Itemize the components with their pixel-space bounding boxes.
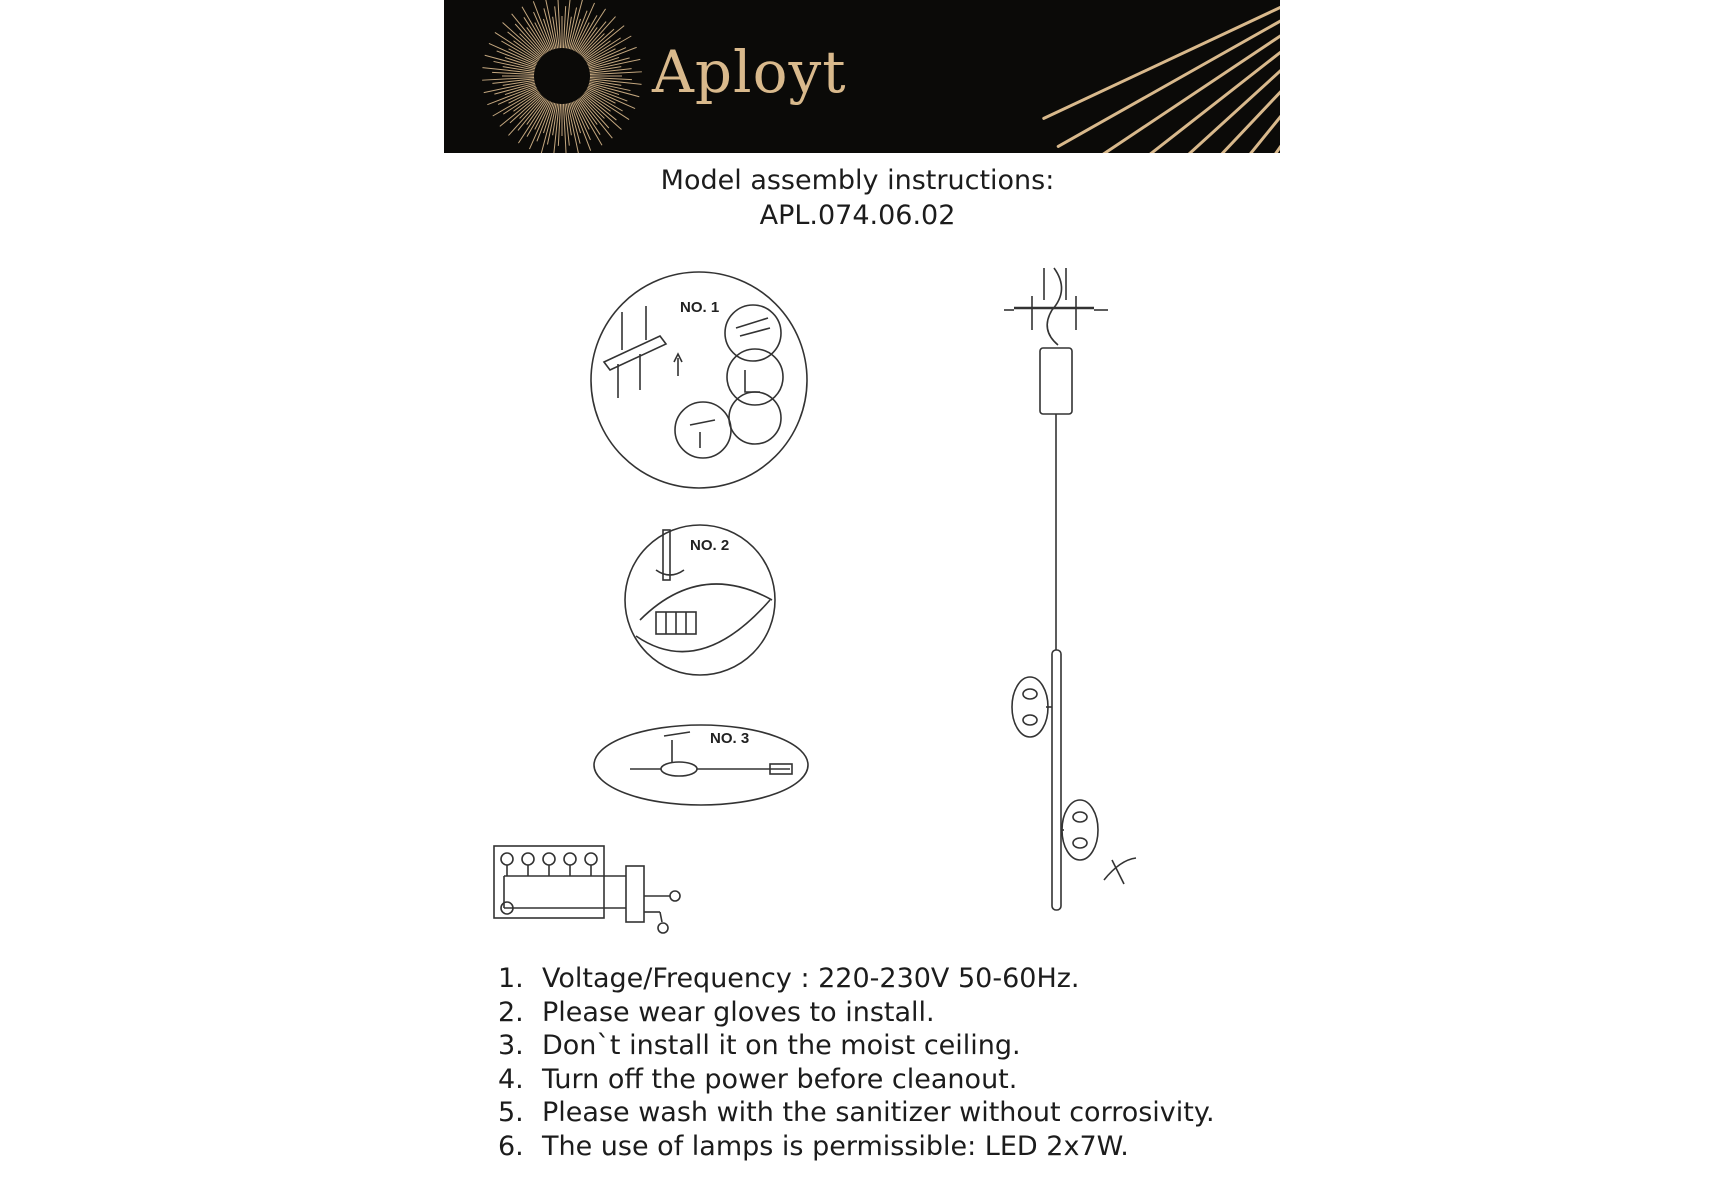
brand-logo-text: Aployt <box>652 38 847 106</box>
list-item: 5. Please wash with the sanitizer without corrosivity. <box>498 1097 1215 1128</box>
list-item: 6. The use of lamps is permissible: LED 2x7W. <box>498 1130 1129 1162</box>
list-item: 4. Turn off the power before cleanout. <box>498 1063 1018 1095</box>
step-2-label: NO. 2 <box>690 537 730 554</box>
list-item: 1. Voltage/Frequency : 220-230V 50-60Hz. <box>498 963 1080 994</box>
notes-list <box>498 962 1215 1163</box>
bulb-icon <box>543 853 555 865</box>
model-number: APL.074.06.02 <box>759 200 956 231</box>
step-3-diagram <box>594 725 808 805</box>
step-1-label: NO. 1 <box>680 299 720 316</box>
bulb-icon <box>522 853 534 865</box>
bulb-icon <box>564 853 576 865</box>
bulb-icon <box>501 853 513 865</box>
step-3-label: NO. 3 <box>710 730 750 747</box>
pendant-lamp-diagram <box>1004 268 1136 910</box>
list-item: 2. Please wear gloves to install. <box>498 996 935 1028</box>
title-line-1: Model assembly instructions: <box>660 165 1055 196</box>
step-1-diagram <box>591 272 807 488</box>
list-item: 3. Don`t install it on the moist ceiling. <box>498 1030 1021 1061</box>
bulb-icon <box>585 853 597 865</box>
wiring-diagram <box>494 846 680 933</box>
step-2-diagram <box>625 525 775 675</box>
